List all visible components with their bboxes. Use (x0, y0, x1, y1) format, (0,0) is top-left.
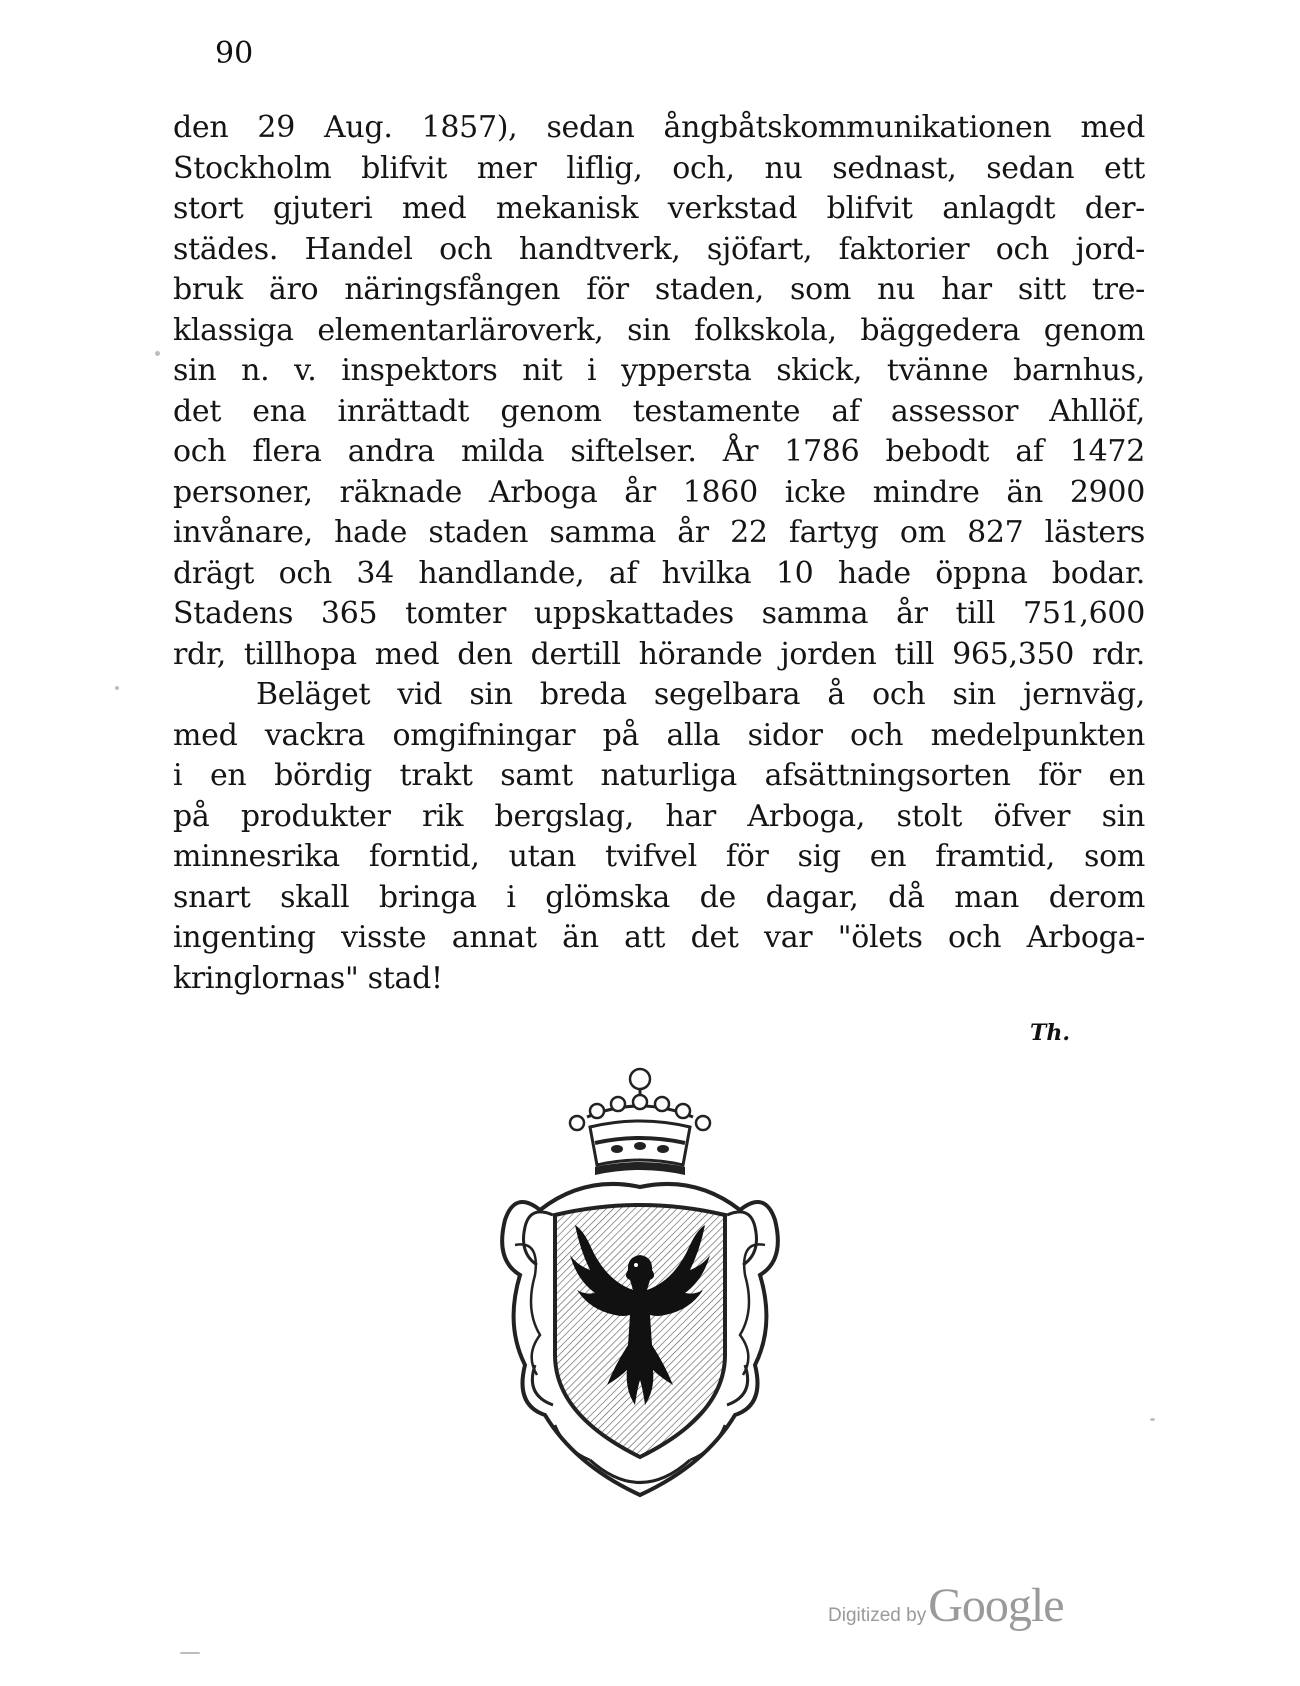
text-line: stort gjuteri med mekanisk verkstad blifvit anlagdt der- (173, 191, 1145, 226)
text-line: och flera andra milda siftelser. År 1786 bebodt af 1472 (173, 434, 1145, 469)
crown-icon (570, 1069, 710, 1175)
text-line: rdr, tillhopa med den dertill hörande jorden till 965,350 rdr. (173, 636, 1145, 672)
text-line: sin n. v. inspektors nit i yppersta skick, tvänne barnhus, (173, 353, 1145, 388)
text-line: med vackra omgifningar på alla sidor och medelpunkten (173, 717, 1145, 753)
paper-speck (1150, 1418, 1155, 1421)
coat-of-arms-icon (495, 1065, 785, 1505)
text-line: drägt och 34 handlande, af hvilka 10 hade öppna bodar. (173, 555, 1145, 591)
text-line: städes. Handel och handtverk, sjöfart, faktorier och jord- (173, 231, 1145, 267)
text-line: i en bördig trakt samt naturliga afsättningsorten för en (173, 758, 1145, 793)
text-line: Stockholm blifvit mer liflig, och, nu sednast, sedan ett (173, 150, 1145, 186)
digitized-by-label: Digitized by (828, 1605, 927, 1626)
text-line: invånare, hade staden samma år 22 fartyg om 827 lästers (173, 515, 1145, 550)
text-line: på produkter rik bergslag, har Arboga, stolt öfver sin (173, 798, 1145, 834)
paper-speck (180, 1652, 200, 1654)
text-line: den 29 Aug. 1857), sedan ångbåtskommunikationen med (173, 110, 1145, 145)
text-line: bruk äro näringsfången för staden, som nu har sitt tre- (173, 272, 1145, 307)
paper-speck (115, 686, 119, 690)
paper-speck (155, 351, 160, 356)
text-line: snart skall bringa i glömska de dagar, då man derom (173, 879, 1145, 915)
author-signature: Th. (1030, 1020, 1071, 1046)
page-number: 90 (215, 36, 254, 71)
google-logo: Google (928, 1579, 1064, 1632)
text-line: minnesrika forntid, utan tvifvel för sig en framtid, som (173, 839, 1145, 874)
body-text (173, 108, 1145, 999)
paragraph-start-line: Beläget vid sin breda segelbara å och sin jernväg, (256, 677, 1145, 712)
text-line: Stadens 365 tomter uppskattades samma år till 751,600 (173, 596, 1145, 631)
text-line-last: kringlornas" stad! (173, 960, 443, 996)
text-line: ingenting visste annat än att det var "ölets och Arboga- (173, 920, 1145, 955)
text-line: personer, räknade Arboga år 1860 icke mindre än 2900 (173, 474, 1145, 510)
text-line: det ena inrättadt genom testamente af assessor Ahllöf, (173, 393, 1145, 429)
text-line: klassiga elementarläroverk, sin folkskola, bäggedera genom (173, 312, 1145, 348)
digitized-by-google-watermark (828, 1578, 1064, 1633)
